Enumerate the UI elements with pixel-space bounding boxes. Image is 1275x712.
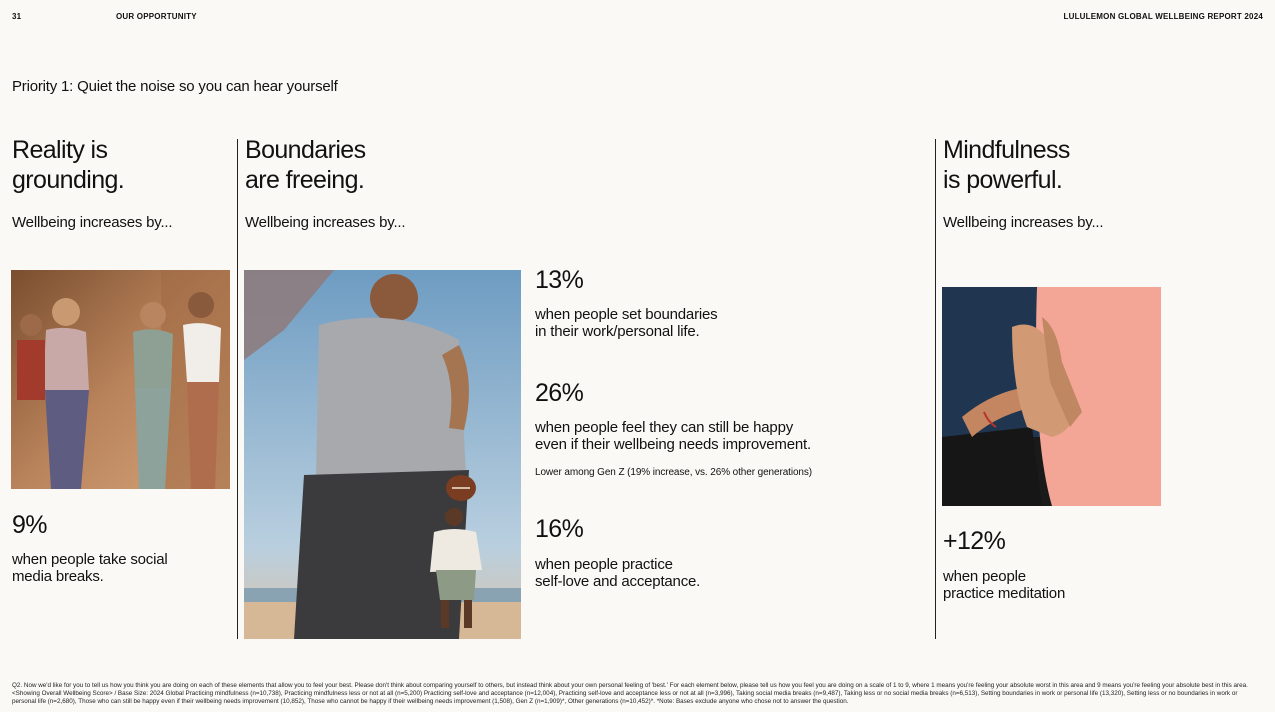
gen-z-note: Lower among Gen Z (19% increase, vs. 26% other generations) — [535, 467, 813, 478]
boundaries-title-line2: are freeing. — [245, 166, 365, 194]
priority-title: Priority 1: Quiet the noise so you can hear yourself — [12, 78, 338, 95]
mindfulness-desc-line2: practice meditation — [943, 585, 1066, 602]
mindfulness-desc-line1: when people — [943, 568, 1026, 585]
reality-title — [12, 135, 124, 195]
boundaries-desc-2-line2: even if their wellbeing needs improvement. — [535, 436, 811, 453]
page-number: 31 — [12, 12, 22, 21]
boundaries-desc-3 — [535, 556, 700, 590]
boundaries-stat-3: 16% — [535, 515, 584, 543]
boundaries-desc-3-line2: self-love and acceptance. — [535, 573, 701, 590]
reality-desc-line1: when people take social — [12, 551, 168, 568]
section-label: OUR OPPORTUNITY — [116, 12, 197, 21]
column-divider-1 — [237, 139, 238, 639]
reality-stat: 9% — [12, 511, 47, 539]
boundaries-desc-1 — [535, 306, 717, 340]
mindfulness-title-line2: is powerful. — [943, 166, 1063, 194]
boundaries-desc-2-line1: when people feel they can still be happy — [535, 419, 794, 436]
reality-title-line2: grounding. — [12, 166, 125, 194]
boundaries-desc-2 — [535, 419, 811, 453]
women-group-photo — [11, 270, 230, 489]
reality-desc-line2: media breaks. — [12, 568, 104, 585]
mindfulness-stat: +12% — [943, 527, 1006, 555]
boundaries-desc-3-line1: when people practice — [535, 556, 673, 573]
boundaries-desc-1-line1: when people set boundaries — [535, 306, 718, 323]
footnote: Q2. Now we'd like for you to tell us how you think you are doing on each of these elements that allow you to feel your best. Please don't think about comparing yourself to others, but instead think about your own personal feeling of 'best.' For each element below, please tell us how you feel you are doing on a scale of 1 to 9, where 1 means you're feeling your absolute worst in this area and 9 means you're feeling your absolute best in this area. <Showing Overall Wellbeing Score> / Base Size: 2024 Global Practicing mindfulness (n=10,738), Practicing mindfulness less or not at all (n=5,200) Practicing self-love and acceptance (n=12,004), Practicing self-love and acceptance less or not at all (n=3,996), Taking social media breaks (n=9,487), Taking less or no social media breaks (n=6,513), Setting boundaries in work or personal life (13,320), Setting less or no boundaries in work or personal life (n=2,680), Those who can still be happy even if their wellbeing needs improvement (10,852), Those who cannot be happy if their wellbeing needs improvement (1,508), Gen Z (n=1,909)*, Other generations (n=10,452)*. *Note: Bases exclude anyone who chose not to answer the question. — [12, 682, 1248, 705]
boundaries-title — [245, 135, 365, 195]
boundaries-desc-1-line2: in their work/personal life. — [535, 323, 700, 340]
boundaries-stat-1: 13% — [535, 266, 584, 294]
reality-title-line1: Reality is — [12, 136, 108, 164]
mindfulness-title — [943, 135, 1070, 195]
football-beach-photo — [244, 270, 521, 639]
mindfulness-desc — [943, 568, 1065, 602]
column-divider-2 — [935, 139, 936, 639]
reality-subtitle: Wellbeing increases by... — [12, 214, 173, 231]
meditation-hands-photo — [942, 287, 1161, 506]
report-title: LULULEMON GLOBAL WELLBEING REPORT 2024 — [1063, 12, 1263, 21]
boundaries-title-line1: Boundaries — [245, 136, 366, 164]
boundaries-subtitle: Wellbeing increases by... — [245, 214, 406, 231]
reality-desc — [12, 551, 168, 585]
mindfulness-title-line1: Mindfulness — [943, 136, 1070, 164]
mindfulness-subtitle: Wellbeing increases by... — [943, 214, 1104, 231]
boundaries-stat-2: 26% — [535, 379, 584, 407]
